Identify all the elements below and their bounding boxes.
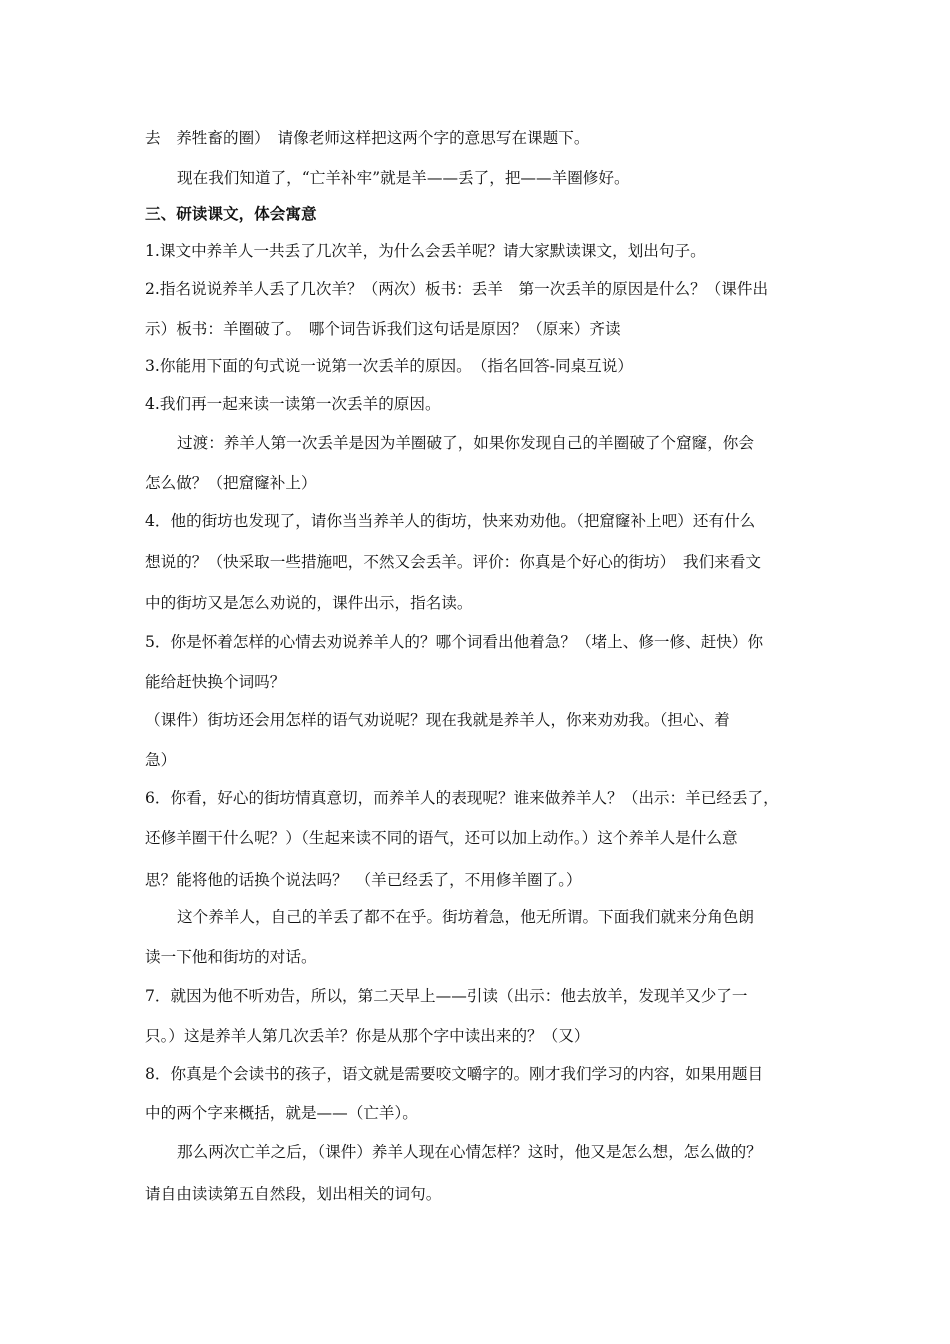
text-line: 怎么做？（把窟窿补上） [145,474,317,492]
text-line: 思？能将他的话换个说法吗？ （羊已经丢了，不用修羊圈了。） [145,871,582,889]
text-line: （课件）街坊还会用怎样的语气劝说呢？现在我就是养羊人，你来劝劝我。（担心、着 [145,711,730,729]
text-line: 1.课文中养羊人一共丢了几次羊，为什么会丢羊呢？请大家默读课文，划出句子。 [145,242,706,260]
text-line: 请自由读读第五自然段，划出相关的词句。 [145,1185,442,1203]
text-line: 2.指名说说养羊人丢了几次羊？（两次）板书：丢羊 第一次丢羊的原因是什么？（课件出 [145,280,769,298]
text-line: 去 养牲畜的圈） 请像老师这样把这两个字的意思写在课题下。 [145,129,590,147]
text-line: 这个养羊人，自己的羊丢了都不在乎。街坊着急，他无所谓。下面我们就来分角色朗 [177,908,754,926]
text-line: 8．你真是个会读书的孩子，语文就是需要咬文嚼字的。刚才我们学习的内容，如果用题目 [145,1065,764,1083]
text-line: 现在我们知道了，“亡羊补牢”就是羊——丢了，把——羊圈修好。 [177,169,630,187]
text-line: 中的街坊又是怎么劝说的，课件出示，指名读。 [145,594,473,612]
text-line: 3.你能用下面的句式说一说第一次丢羊的原因。 （指名回答-同桌互说） [145,357,633,375]
text-line: 能给赶快换个词吗？ [145,673,286,691]
text-line: 示）板书：羊圈破了。 哪个词告诉我们这句话是原因？（原来）齐读 [145,320,621,338]
section-heading: 三、研读课文，体会寓意 [145,204,317,223]
text-line: 5．你是怀着怎样的心情去劝说养羊人的？哪个词看出他着急？（堵上、修一修、赶快）你 [145,633,764,651]
text-line: 读一下他和街坊的对话。 [145,948,317,966]
text-line: 中的两个字来概括，就是——（亡羊）。 [145,1104,418,1122]
text-line: 还修羊圈干什么呢？）（生起来读不同的语气，还可以加上动作。）这个养羊人是什么意 [145,829,738,847]
text-line: 4．他的街坊也发现了，请你当当养羊人的街坊，快来劝劝他。（把窟窿补上吧）还有什么 [145,512,756,530]
text-line: 急） [145,751,177,769]
text-line: 7．就因为他不听劝告，所以，第二天早上——引读（出示：他去放羊，发现羊又少了一 [145,987,748,1005]
text-line: 过渡：养羊人第一次丢羊是因为羊圈破了，如果你发现自己的羊圈破了个窟窿，你会 [177,434,754,452]
text-line: 4.我们再一起来读一读第一次丢羊的原因。 [145,395,441,413]
text-line: 6．你看，好心的街坊情真意切，而养羊人的表现呢？谁来做养羊人？（出示：羊已经丢了， [145,789,779,807]
text-line: 想说的？（快采取一些措施吧，不然又会丢羊。评价：你真是个好心的街坊） 我们来看文 [145,553,761,571]
text-line: 只。）这是养羊人第几次丢羊？你是从那个字中读出来的？（又） [145,1027,590,1045]
text-line: 那么两次亡羊之后，（课件）养羊人现在心情怎样？这时，他又是怎么想，怎么做的？ [177,1143,762,1161]
